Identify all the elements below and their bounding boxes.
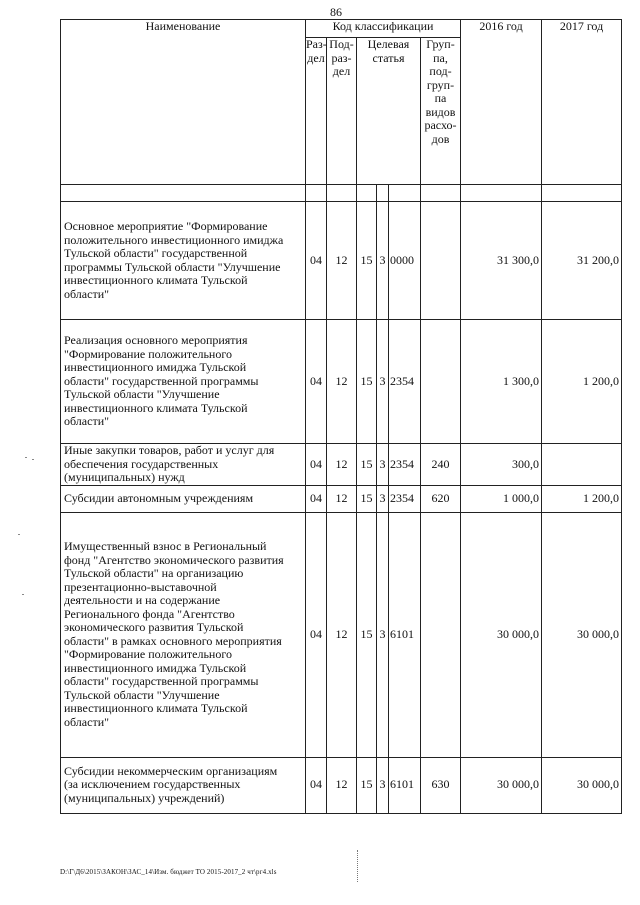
header-expense-line: груп- bbox=[426, 77, 455, 92]
row-section: 04 bbox=[306, 320, 327, 444]
row-name-line: области" в рамках основного мероприятия bbox=[64, 633, 282, 648]
row-name-line: Имущественный взнос в Региональный bbox=[64, 539, 267, 553]
stub-cell bbox=[377, 185, 389, 202]
page-number: 86 bbox=[330, 5, 342, 19]
header-subsection-line: раз- bbox=[331, 50, 352, 65]
row-name-line: инвестиционного климата Тульской bbox=[64, 273, 248, 287]
header-target-line: статья bbox=[372, 50, 405, 65]
row-section: 04 bbox=[306, 444, 327, 486]
table-row bbox=[61, 320, 622, 444]
scan-speck bbox=[22, 594, 24, 595]
scan-speck bbox=[18, 534, 20, 535]
row-target-code: 6101 bbox=[389, 757, 421, 813]
header-expense-line: видов bbox=[425, 104, 456, 119]
row-name-line: деятельности и на содержание bbox=[64, 593, 221, 607]
row-expense-group bbox=[421, 202, 461, 320]
row-name-line: инвестиционного имиджа Тульской bbox=[64, 660, 247, 675]
row-name bbox=[61, 757, 306, 813]
row-target-program: 15 bbox=[357, 512, 377, 757]
row-amount-2017 bbox=[542, 444, 622, 486]
row-target-code: 6101 bbox=[389, 512, 421, 757]
row-name bbox=[61, 512, 306, 757]
row-name-line: (муниципальных) нужд bbox=[64, 470, 185, 484]
row-name-line: экономического развития Тульской bbox=[64, 620, 244, 634]
row-name-line: области" bbox=[64, 286, 110, 301]
table-row bbox=[61, 512, 622, 757]
stub-cell bbox=[389, 185, 421, 202]
header-year-2016: 2016 год bbox=[461, 20, 542, 185]
row-name-line: области" государственной программы bbox=[64, 373, 259, 388]
header-stub-row bbox=[61, 185, 622, 202]
row-target-code: 2354 bbox=[389, 320, 421, 444]
header-target-item bbox=[357, 38, 421, 185]
header-expense-line: под- bbox=[429, 64, 452, 78]
row-target-code: 0000 bbox=[389, 202, 421, 320]
row-amount-2017: 1 200,0 bbox=[542, 485, 622, 512]
stub-cell bbox=[542, 185, 622, 202]
row-name-line: Иные закупки товаров, работ и услуг для bbox=[64, 443, 275, 457]
stub-cell bbox=[61, 185, 306, 202]
row-name-line: Тульской области" государственной bbox=[64, 246, 248, 260]
row-target-sub: 3 bbox=[377, 320, 389, 444]
row-name-line: области" bbox=[64, 714, 110, 729]
row-name-line: презентационно-выставочной bbox=[64, 579, 217, 594]
row-amount-2017: 1 200,0 bbox=[542, 320, 622, 444]
table-row bbox=[61, 757, 622, 813]
header-expense-line: дов bbox=[431, 131, 450, 146]
header-expense-line: па, bbox=[433, 50, 448, 65]
row-expense-group: 630 bbox=[421, 757, 461, 813]
header-year-2017: 2017 год bbox=[542, 20, 622, 185]
row-name-line: инвестиционного имиджа Тульской bbox=[64, 360, 247, 375]
row-name-line: Реализация основного мероприятия bbox=[64, 333, 248, 348]
header-section bbox=[306, 38, 327, 185]
row-name-line: программы Тульской области "Улучшение bbox=[64, 259, 281, 274]
row-name-line: инвестиционного климата Тульской bbox=[64, 400, 248, 415]
header-expense-group bbox=[421, 38, 461, 185]
budget-table bbox=[60, 19, 622, 814]
row-section: 04 bbox=[306, 202, 327, 320]
table-row bbox=[61, 444, 622, 486]
table-row bbox=[61, 202, 622, 320]
row-name-line: положительного инвестиционного имиджа bbox=[64, 232, 284, 247]
header-name: Наименование bbox=[61, 20, 306, 185]
row-name-line: Субсидии некоммерческим организациям bbox=[64, 763, 278, 778]
row-name-line: (за исключением государственных bbox=[64, 777, 241, 792]
row-name-line: Тульской области" на организацию bbox=[64, 566, 244, 580]
table-row bbox=[61, 485, 622, 512]
stub-cell bbox=[306, 185, 327, 202]
row-expense-group bbox=[421, 512, 461, 757]
row-name bbox=[61, 320, 306, 444]
row-name-line: Тульской области "Улучшение bbox=[64, 387, 220, 402]
row-amount-2016: 1 000,0 bbox=[461, 485, 542, 512]
row-target-program: 15 bbox=[357, 485, 377, 512]
row-name-line: Тульской области "Улучшение bbox=[64, 687, 220, 702]
row-target-sub: 3 bbox=[377, 757, 389, 813]
row-amount-2017: 31 200,0 bbox=[542, 202, 622, 320]
row-target-program: 15 bbox=[357, 757, 377, 813]
row-section: 04 bbox=[306, 512, 327, 757]
row-target-program: 15 bbox=[357, 202, 377, 320]
row-expense-group bbox=[421, 320, 461, 444]
header-subsection bbox=[327, 38, 357, 185]
row-target-program: 15 bbox=[357, 444, 377, 486]
row-subsection: 12 bbox=[327, 444, 357, 486]
header-target-line: Целевая bbox=[367, 37, 410, 51]
row-name-line: инвестиционного климата Тульской bbox=[64, 701, 248, 715]
row-subsection: 12 bbox=[327, 202, 357, 320]
scan-speck bbox=[25, 457, 27, 458]
header-expense-line: па bbox=[434, 91, 447, 105]
row-amount-2016: 300,0 bbox=[461, 444, 542, 486]
header-section-line: дел bbox=[307, 50, 325, 65]
row-amount-2016: 1 300,0 bbox=[461, 320, 542, 444]
row-target-sub: 3 bbox=[377, 202, 389, 320]
row-section: 04 bbox=[306, 757, 327, 813]
stub-cell bbox=[421, 185, 461, 202]
row-target-sub: 3 bbox=[377, 512, 389, 757]
row-target-code: 2354 bbox=[389, 444, 421, 486]
header-expense-line: Груп- bbox=[426, 37, 455, 51]
header-expense-line: расхо- bbox=[424, 118, 457, 132]
row-expense-group: 240 bbox=[421, 444, 461, 486]
row-subsection: 12 bbox=[327, 512, 357, 757]
row-name-line: "Формирование положительного bbox=[64, 647, 232, 661]
row-name-line: фонд "Агентство экономического развития bbox=[64, 552, 284, 567]
row-name-line: Регионального фонда "Агентство bbox=[64, 606, 235, 621]
scan-speck bbox=[32, 459, 34, 460]
row-amount-2017: 30 000,0 bbox=[542, 757, 622, 813]
row-amount-2016: 30 000,0 bbox=[461, 512, 542, 757]
row-subsection: 12 bbox=[327, 485, 357, 512]
row-name-line: обеспечения государственных bbox=[64, 456, 219, 471]
row-name-line: "Формирование положительного bbox=[64, 346, 232, 361]
row-subsection: 12 bbox=[327, 320, 357, 444]
row-target-sub: 3 bbox=[377, 485, 389, 512]
row-name bbox=[61, 444, 306, 486]
row-name-line: области" государственной программы bbox=[64, 674, 259, 688]
header-subsection-line: дел bbox=[332, 64, 351, 78]
header-classification-code: Код классификации bbox=[306, 20, 461, 38]
row-expense-group: 620 bbox=[421, 485, 461, 512]
row-subsection: 12 bbox=[327, 757, 357, 813]
row-amount-2017: 30 000,0 bbox=[542, 512, 622, 757]
row-section: 04 bbox=[306, 485, 327, 512]
row-amount-2016: 30 000,0 bbox=[461, 757, 542, 813]
row-amount-2016: 31 300,0 bbox=[461, 202, 542, 320]
row-target-code: 2354 bbox=[389, 485, 421, 512]
row-name-line: области" bbox=[64, 414, 110, 429]
header-section-line: Раз- bbox=[306, 37, 327, 51]
stub-cell bbox=[461, 185, 542, 202]
row-name-line: Основное мероприятие "Формирование bbox=[64, 219, 268, 233]
row-target-program: 15 bbox=[357, 320, 377, 444]
stub-cell bbox=[357, 185, 377, 202]
header-subsection-line: Под- bbox=[329, 37, 354, 51]
row-target-sub: 3 bbox=[377, 444, 389, 486]
stub-cell bbox=[327, 185, 357, 202]
file-path-footer: D:\Г\Д6\2015\ЗАКОН\ЗАС_14\Изм. бюджет ТО 2015-2017_2 чт\рг4.xls bbox=[60, 868, 277, 876]
row-name bbox=[61, 202, 306, 320]
row-name-line: (муниципальных) учреждений) bbox=[64, 790, 225, 805]
row-name-line: Субсидии автономным учреждениям bbox=[64, 490, 254, 505]
row-name bbox=[61, 485, 306, 512]
margin-mark bbox=[357, 850, 358, 882]
